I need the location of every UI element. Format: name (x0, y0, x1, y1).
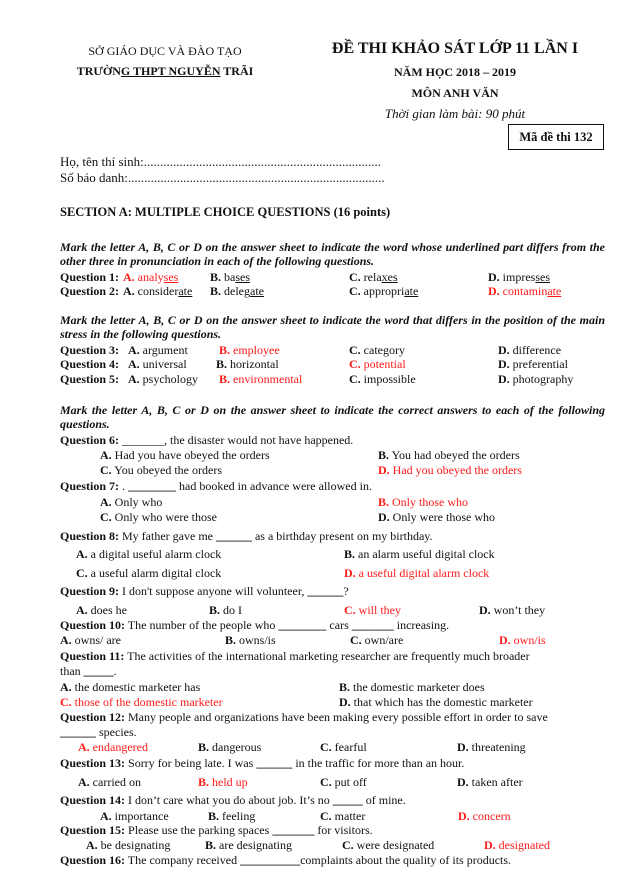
q13-b-text: held up (209, 775, 248, 789)
q13-d-letter: D. (457, 775, 469, 789)
q16-label: Question 16: (60, 853, 126, 867)
q5-option-b (219, 372, 302, 386)
q12-b-text: dangerous (209, 740, 262, 754)
q12-blank: ______ (60, 725, 96, 739)
q8-c-letter: C. (76, 566, 88, 580)
q13-c-text: put off (331, 775, 367, 789)
q9-pre: I don't suppose anyone will volunteer, (119, 584, 308, 598)
q3-b-text: employee (230, 343, 280, 357)
q12-option-d (457, 740, 526, 754)
q1-b-text: ba (221, 270, 236, 284)
candidate-name-field: Họ, tên thí sinh:......................................................................... (60, 154, 382, 169)
q9-c-letter: C. (344, 603, 356, 617)
q7-c-letter: C. (100, 510, 112, 524)
q4-label: Question 4: (60, 357, 120, 371)
q2-option-d (488, 284, 561, 298)
q1-option-a (123, 270, 178, 284)
instruction-stress: Mark the letter A, B, C or D on the answer sheet to indicate the word that differs in the position of the main stress in the following questions. (60, 313, 605, 341)
q14-option-c (320, 809, 365, 823)
q2-option-a (123, 284, 192, 298)
q10-b-text: owns/is (236, 633, 276, 647)
q6-c-text: You obeyed the orders (111, 463, 222, 477)
q8-text: as a birthday present on my birthday. (251, 529, 433, 543)
q3-label: Question 3: (60, 343, 120, 357)
q1-a-letter: A. (123, 270, 135, 284)
q11-pre: The activities of the international marketing researcher are frequently much broader (124, 649, 530, 663)
q13-option-d (457, 775, 523, 789)
q13-option-c (320, 775, 367, 789)
q6-stem (60, 433, 353, 447)
q8-stem (60, 529, 433, 543)
q12-d-text: threatening (468, 740, 526, 754)
q4-b-letter: B. (216, 357, 228, 371)
q14-blank: _____ (332, 793, 363, 807)
q6-option-d (378, 463, 522, 477)
q15-d-letter: D. (484, 838, 496, 852)
q9-text: ? (343, 584, 349, 598)
q6-option-a (100, 448, 270, 462)
q13-option-b (198, 775, 248, 789)
q11-line2: than (60, 664, 84, 678)
q11-option-c (60, 695, 223, 709)
q2-c-text: appropri (360, 284, 405, 298)
q16-stem (60, 853, 511, 867)
q7-c-text: Only who were those (111, 510, 217, 524)
q15-c-text: were designated (353, 838, 435, 852)
q2-a-underlined: ate (178, 284, 193, 298)
q7-blank: ________ (128, 479, 177, 493)
school-year: NĂM HỌC 2018 – 2019 (394, 65, 516, 79)
q2-option-b (210, 284, 264, 298)
q9-stem (60, 584, 349, 598)
q11-text: . (113, 664, 117, 678)
q10-d-text: own/is (510, 633, 546, 647)
q7-option-c (100, 510, 217, 524)
q9-c-text: will they (355, 603, 401, 617)
school-name-underlined: G THPT NGUYỄN (120, 64, 221, 78)
q12-label: Question 12: (60, 710, 126, 724)
q13-label: Question 13: (60, 756, 126, 770)
q15-option-a (86, 838, 170, 852)
q14-option-b (208, 809, 255, 823)
instruction-correct: Mark the letter A, B, C or D on the answer sheet to indicate the correct answers to each of the following questions. (60, 403, 605, 431)
q1-d-letter: D. (488, 270, 500, 284)
q3-c-text: category (360, 343, 405, 357)
q14-b-letter: B. (208, 809, 220, 823)
q6-label: Question 6: (60, 433, 120, 447)
q1-option-c (349, 270, 398, 284)
q4-c-letter: C. (349, 357, 361, 371)
q12-option-c (320, 740, 367, 754)
q3-option-d (498, 343, 561, 357)
q6-option-b (378, 448, 520, 462)
q9-label: Question 9: (60, 584, 120, 598)
q12-c-letter: C. (320, 740, 332, 754)
q11-c-letter: C. (60, 695, 72, 709)
q14-pre: I don’t care what you do about job. It’s no (125, 793, 333, 807)
q2-a-text: consider (134, 284, 179, 298)
school-name-part1: TRƯỜN (76, 64, 121, 78)
q16-blank: __________ (240, 853, 301, 867)
q15-c-letter: C. (342, 838, 354, 852)
q5-d-text: photography (509, 372, 574, 386)
q1-c-underlined: xes (381, 270, 398, 284)
q14-option-a (100, 809, 169, 823)
q10-a-letter: A. (60, 633, 72, 647)
q11-b-text: the domestic marketer does (350, 680, 485, 694)
q1-c-text: rela (360, 270, 382, 284)
q14-text: of mine. (362, 793, 406, 807)
q7-b-text: Only those who (389, 495, 469, 509)
q11-option-b (339, 680, 485, 694)
q6-d-letter: D. (378, 463, 390, 477)
q12-c-text: fearful (331, 740, 367, 754)
q3-c-letter: C. (349, 343, 361, 357)
q7-option-b (378, 495, 468, 509)
school-name-part3: TRÃI (220, 64, 254, 78)
q1-d-underlined: ses (535, 270, 551, 284)
q11-c-text: those of the domestic marketer (71, 695, 223, 709)
q13-stem (60, 756, 464, 770)
q4-option-d (498, 357, 568, 371)
q12-b-letter: B. (198, 740, 210, 754)
q10-label: Question 10: (60, 618, 126, 632)
q5-a-text: psychology (139, 372, 199, 386)
q15-blank: _______ (272, 823, 315, 837)
q10-option-c (350, 633, 403, 647)
q10-blank2: _______ (351, 618, 394, 632)
exam-code-box (508, 124, 604, 150)
q12-d-letter: D. (457, 740, 469, 754)
q10-a-text: owns/ are (71, 633, 121, 647)
q9-option-d (479, 603, 545, 617)
q1-d-text: impres (499, 270, 536, 284)
q5-a-letter: A. (128, 372, 140, 386)
q15-option-c (342, 838, 434, 852)
q3-option-a (128, 343, 188, 357)
q11-stem (60, 649, 530, 663)
q7-label: Question 7: (60, 479, 120, 493)
q7-a-text: Only who (111, 495, 163, 509)
q12-pre: Many people and organizations have been making every possible effort in order to save (125, 710, 548, 724)
q6-d-text: Had you obeyed the orders (389, 463, 522, 477)
q9-d-text: won’t they (490, 603, 546, 617)
q5-label: Question 5: (60, 372, 120, 386)
q9-option-b (209, 603, 242, 617)
q5-c-text: impossible (360, 372, 416, 386)
q4-d-text: preferential (509, 357, 568, 371)
q2-b-text: deleg (221, 284, 251, 298)
q14-a-text: importance (111, 809, 169, 823)
q11-d-letter: D. (339, 695, 351, 709)
q9-a-text: does he (87, 603, 127, 617)
q10-mid: cars (326, 618, 352, 632)
q7-option-d (378, 510, 495, 524)
q9-a-letter: A. (76, 603, 88, 617)
q4-option-b (216, 357, 279, 371)
q8-pre: My father gave me (119, 529, 216, 543)
q7-b-letter: B. (378, 495, 390, 509)
q4-option-c (349, 357, 406, 371)
q10-option-d (499, 633, 546, 647)
q3-d-letter: D. (498, 343, 510, 357)
q9-b-text: do I (220, 603, 243, 617)
q3-a-text: argument (139, 343, 188, 357)
q14-c-letter: C. (320, 809, 332, 823)
q14-b-text: feeling (219, 809, 256, 823)
q11-stem-line2 (60, 664, 117, 678)
q13-b-letter: B. (198, 775, 210, 789)
q11-a-text: the domestic marketer has (71, 680, 201, 694)
q13-text: in the traffic for more than an hour. (292, 756, 465, 770)
q11-d-text: that which has the domestic marketer (350, 695, 533, 709)
q12-stem-line2 (60, 725, 137, 739)
q11-option-a (60, 680, 200, 694)
q6-a-text: Had you have obeyed the orders (111, 448, 270, 462)
q15-label: Question 15: (60, 823, 126, 837)
q4-a-letter: A. (128, 357, 140, 371)
q15-b-text: are designating (216, 838, 292, 852)
q9-option-a (76, 603, 127, 617)
q5-b-text: environmental (230, 372, 303, 386)
q14-d-text: concern (469, 809, 511, 823)
q10-c-letter: C. (350, 633, 362, 647)
q9-blank: ______ (307, 584, 344, 598)
q8-option-a (76, 547, 221, 561)
exam-code: Mã đề thi 132 (519, 129, 593, 144)
q2-option-c (349, 284, 418, 298)
q6-a-letter: A. (100, 448, 112, 462)
q14-a-letter: A. (100, 809, 112, 823)
q6-b-text: You had obeyed the orders (389, 448, 520, 462)
q15-a-letter: A. (86, 838, 98, 852)
candidate-id-field: Số báo danh:............................................................................... (60, 170, 385, 185)
q14-option-d (458, 809, 511, 823)
q5-option-d (498, 372, 573, 386)
q4-c-text: potential (360, 357, 406, 371)
q13-c-letter: C. (320, 775, 332, 789)
q7-d-letter: D. (378, 510, 390, 524)
q1-a-text: analy (134, 270, 164, 284)
q11-blank: _____ (83, 664, 114, 678)
q2-b-letter: B. (210, 284, 222, 298)
q14-d-letter: D. (458, 809, 470, 823)
q2-d-letter: D. (488, 284, 500, 298)
q6-option-c (100, 463, 222, 477)
q3-option-c (349, 343, 405, 357)
q5-option-a (128, 372, 198, 386)
q13-d-text: taken after (468, 775, 523, 789)
q12-a-letter: A. (78, 740, 90, 754)
exam-title: ĐỀ THI KHẢO SÁT LỚP 11 LẦN I (331, 40, 579, 57)
q2-a-letter: A. (123, 284, 135, 298)
q8-d-letter: D. (344, 566, 356, 580)
q10-d-letter: D. (499, 633, 511, 647)
q10-text: increasing. (393, 618, 450, 632)
q8-b-letter: B. (344, 547, 356, 561)
q1-option-d (488, 270, 550, 284)
q8-c-text: a useful alarm digital clock (87, 566, 222, 580)
department-name: SỞ GIÁO DỤC VÀ ĐÀO TẠO (88, 44, 242, 58)
duration: Thời gian làm bài: 90 phút (384, 106, 526, 121)
q10-stem (60, 618, 449, 632)
q15-pre: Please use the parking spaces (125, 823, 273, 837)
q3-b-letter: B. (219, 343, 231, 357)
q9-option-c (344, 603, 401, 617)
instruction-pronunciation: Mark the letter A, B, C or D on the answer sheet to indicate the word whose underlined part differs from the other three in pronunciation in each of the following questions. (60, 240, 605, 268)
q13-option-a (78, 775, 141, 789)
q15-b-letter: B. (205, 838, 217, 852)
q8-blank: ______ (215, 529, 252, 543)
school-name (52, 64, 278, 79)
q13-blank: ______ (256, 756, 293, 770)
q12-a-text: endangered (89, 740, 148, 754)
q12-text: species. (96, 725, 137, 739)
q5-d-letter: D. (498, 372, 510, 386)
q7-d-text: Only were those who (389, 510, 495, 524)
q7-pre: . (119, 479, 129, 493)
q3-option-b (219, 343, 280, 357)
q14-c-text: matter (331, 809, 366, 823)
q10-option-b (225, 633, 276, 647)
q2-c-underlined: ate (404, 284, 419, 298)
q3-a-letter: A. (128, 343, 140, 357)
q4-d-letter: D. (498, 357, 510, 371)
q9-b-letter: B. (209, 603, 221, 617)
q10-pre: The number of the people who (125, 618, 279, 632)
q11-label: Question 11: (60, 649, 125, 663)
q15-stem (60, 823, 373, 837)
q15-text: for visitors. (314, 823, 373, 837)
q13-pre: Sorry for being late. I was (125, 756, 257, 770)
q10-b-letter: B. (225, 633, 237, 647)
q8-a-text: a digital useful alarm clock (87, 547, 222, 561)
q1-c-letter: C. (349, 270, 361, 284)
q14-stem (60, 793, 406, 807)
q12-stem (60, 710, 548, 724)
q10-option-a (60, 633, 121, 647)
q8-a-letter: A. (76, 547, 88, 561)
q10-blank: ________ (278, 618, 327, 632)
q6-blank: _______ (119, 433, 165, 447)
q9-d-letter: D. (479, 603, 491, 617)
q2-d-underlined: ate (547, 284, 562, 298)
q4-b-text: horizontal (227, 357, 279, 371)
q11-b-letter: B. (339, 680, 351, 694)
q7-option-a (100, 495, 162, 509)
q2-b-underlined: ate (250, 284, 265, 298)
q5-b-letter: B. (219, 372, 231, 386)
q5-option-c (349, 372, 416, 386)
q6-b-letter: B. (378, 448, 390, 462)
q16-pre: The company received (125, 853, 241, 867)
q6-c-letter: C. (100, 463, 112, 477)
q1-a-underlined: ses (163, 270, 179, 284)
q8-option-d (344, 566, 489, 580)
q12-option-a (78, 740, 148, 754)
q6-text: , the disaster would not have happened. (164, 433, 354, 447)
q15-a-text: be designating (97, 838, 171, 852)
q4-option-a (128, 357, 187, 371)
q7-stem (60, 479, 372, 493)
q13-a-letter: A. (78, 775, 90, 789)
subject: MÔN ANH VĂN (411, 86, 499, 100)
q10-c-text: own/are (361, 633, 404, 647)
q16-text: complaints about the quality of its products. (300, 853, 512, 867)
q1-label: Question 1: (60, 270, 120, 284)
q8-option-c (76, 566, 221, 580)
q1-b-underlined: ses (235, 270, 251, 284)
section-title: SECTION A: MULTIPLE CHOICE QUESTIONS (16 points) (60, 205, 391, 219)
q14-label: Question 14: (60, 793, 126, 807)
q2-label: Question 2: (60, 284, 120, 298)
q7-a-letter: A. (100, 495, 112, 509)
q2-d-text: contamin (499, 284, 548, 298)
q12-option-b (198, 740, 261, 754)
q11-a-letter: A. (60, 680, 72, 694)
q3-d-text: difference (509, 343, 562, 357)
q1-option-b (210, 270, 250, 284)
q5-c-letter: C. (349, 372, 361, 386)
q11-option-d (339, 695, 533, 709)
q8-option-b (344, 547, 495, 561)
q4-a-text: universal (139, 357, 187, 371)
q7-text: had booked in advance were allowed in. (176, 479, 372, 493)
q15-option-b (205, 838, 292, 852)
q2-c-letter: C. (349, 284, 361, 298)
q8-b-text: an alarm useful digital clock (355, 547, 495, 561)
q8-d-text: a useful digital alarm clock (355, 566, 490, 580)
q1-b-letter: B. (210, 270, 222, 284)
q13-a-text: carried on (89, 775, 141, 789)
q15-d-text: designated (495, 838, 550, 852)
q15-option-d (484, 838, 550, 852)
q8-label: Question 8: (60, 529, 120, 543)
